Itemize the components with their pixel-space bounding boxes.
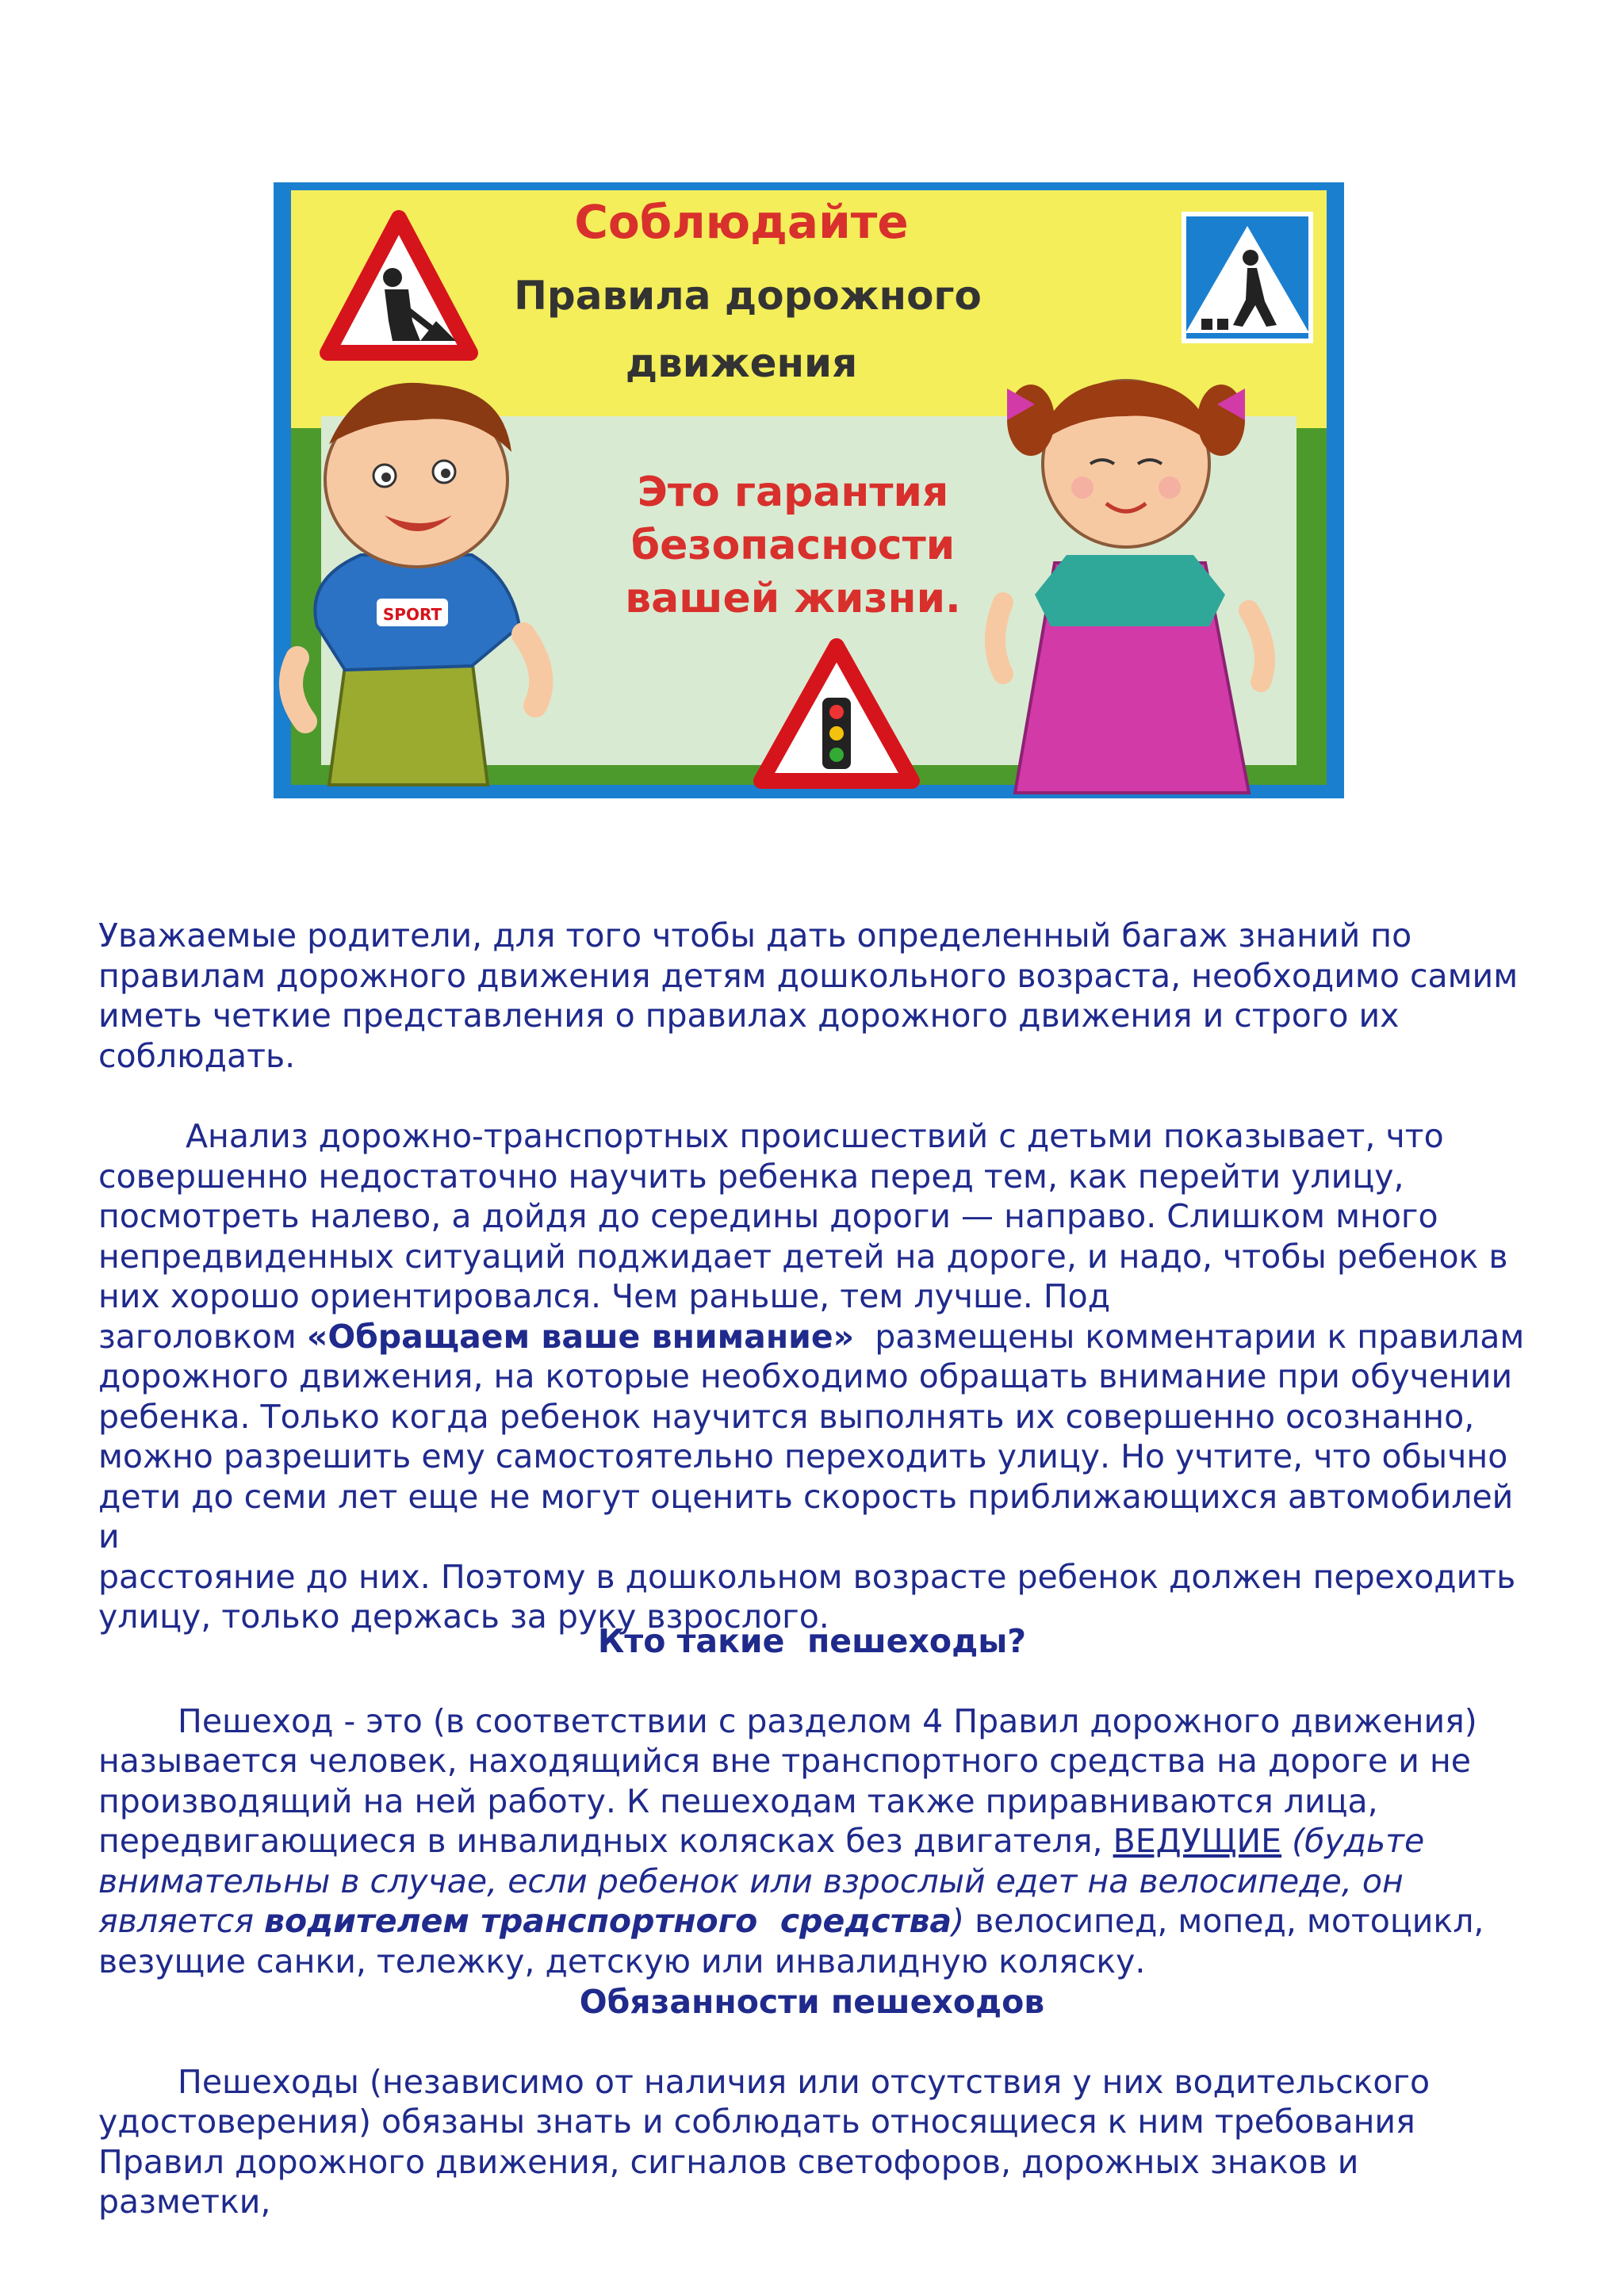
intro-line: Уважаемые родители, для того чтобы дать определенный багаж знаний по [98,916,1412,955]
analysis-line: размещены комментарии к правилам [854,1317,1525,1356]
boy-shirt-text: SPORT [382,605,442,624]
analysis-line: ребенка. Только когда ребенок научится выполнять их совершенно осознанно, [98,1397,1475,1436]
pedestrians-note: внимательны в случае, если ребенок или взрослый едет на велосипеде, он [98,1862,1404,1900]
analysis-line: совершенно недостаточно научить ребенка перед тем, как перейти улицу, [98,1157,1404,1196]
analysis-paragraph [98,1116,1526,1637]
duties-heading: Обязанности пешеходов [579,1983,1045,2021]
pedestrians-line: называется человек, находящийся вне транспортного средства на дороге и не [98,1742,1471,1780]
analysis-line: заголовком [98,1317,307,1356]
analysis-line: улицу, только держась за руку взрослого. [98,1598,829,1636]
pedestrians-note: (будьте [1281,1822,1425,1860]
analysis-line: дети до семи лет еще не могут оценить скорость приближающихся автомобилей и [98,1477,1514,1556]
intro-paragraph [98,916,1526,1076]
analysis-line: них хорошо ориентировался. Чем раньше, тем лучше. Под [98,1277,1111,1315]
pedestrians-line: везущие санки, тележку, детскую или инвалидную коляску. [98,1942,1146,1980]
poster-title-line1: Соблюдайте [574,195,909,249]
pedestrians-line: Пешеход - это (в соответствии с разделом 4 Правил дорожного движения) [178,1701,1477,1740]
analysis-line: посмотреть налево, а дойдя до середины дороги — направо. Слишком много [98,1197,1438,1235]
pedestrian-crossing-sign-icon [1184,214,1311,341]
intro-line: соблюдать. [98,1036,296,1075]
analysis-line: дорожного движения, на которые необходимо обращать внимание при обучении [98,1357,1513,1395]
duties-line: Правил дорожного движения, сигналов светофоров, дорожных знаков и разметки, [98,2142,1359,2221]
vedushchie-term: ВЕДУЩИЕ [1113,1822,1282,1860]
analysis-line: непредвиденных ситуаций поджидает детей на дороге, и надо, чтобы ребенок в [98,1237,1508,1276]
vehicle-driver-term: водителем транспортного средства [264,1902,952,1940]
analysis-line: можно разрешить ему самостоятельно переходить улицу. Но учтите, что обычно [98,1437,1508,1475]
poster-title-line3: движения [625,340,858,386]
duties-section [98,1982,1526,2222]
intro-line: правилам дорожного движения детям дошкольного возраста, необходимо самим [98,956,1519,995]
intro-line: иметь четкие представления о правилах дорожного движения и строго их [98,997,1400,1035]
road-safety-poster [274,182,1344,798]
poster-slogan-line2: безопасности [630,522,956,569]
pedestrians-heading: Кто такие пешеходы? [597,1622,1027,1660]
duties-line: Пешеходы (независимо от наличия или отсутствия у них водительского [178,2062,1431,2101]
duties-line: удостоверения) обязаны знать и соблюдать относящиеся к ним требования [98,2103,1415,2141]
pedestrians-line: передвигающиеся в инвалидных колясках без двигателя, [98,1822,1113,1860]
analysis-line: расстояние до них. Поэтому в дошкольном возрасте ребенок должен переходить [98,1557,1516,1596]
pedestrians-line: велосипед, мопед, мотоцикл, [964,1902,1484,1940]
pedestrians-section [98,1621,1526,1981]
analysis-line: Анализ дорожно-транспортных происшествий с детьми показывает, что [186,1117,1444,1155]
poster-slogan-line3: вашей жизни. [625,575,961,622]
pedestrians-line: производящий на ней работу. К пешеходам также приравниваются лица, [98,1781,1378,1820]
pedestrians-note: ) [952,1902,965,1940]
pedestrians-note: является [98,1902,265,1940]
poster-title-line2: Правила дорожного [514,273,982,319]
poster-slogan-line1: Это гарантия [637,469,949,516]
attention-heading-ref: «Обращаем ваше внимание» [306,1317,855,1356]
